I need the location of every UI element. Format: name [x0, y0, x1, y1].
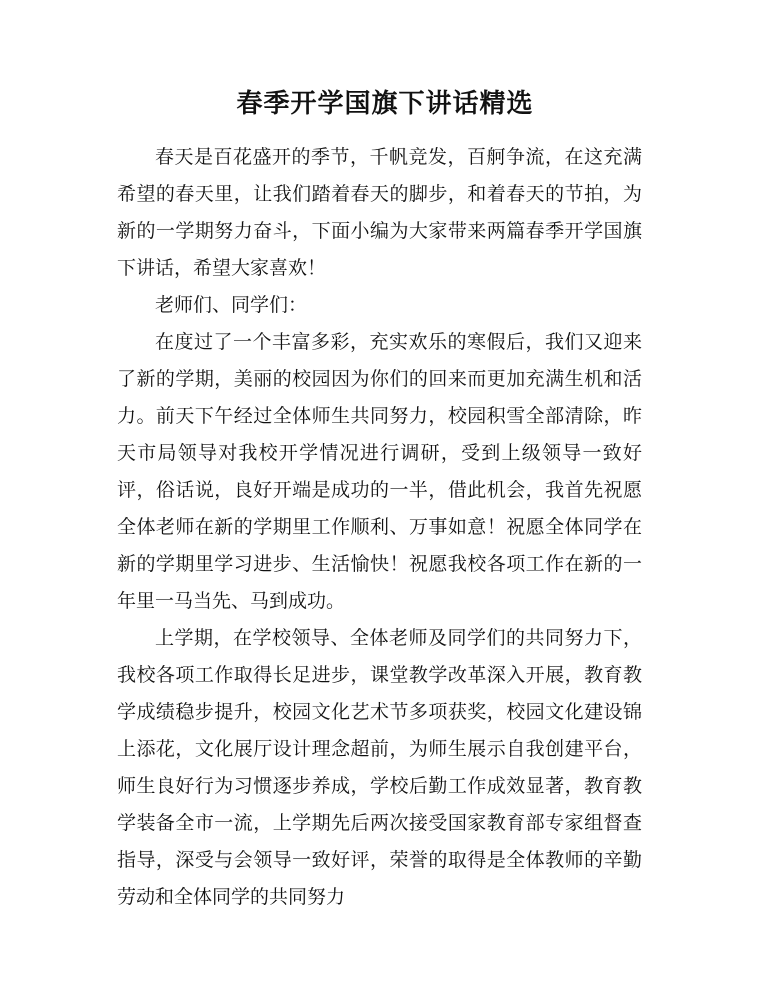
- document-body: [117, 139, 642, 916]
- paragraph-intro: 春天是百花盛开的季节，千帆竞发，百舸争流，在这充满希望的春天里，让我们踏着春天的脚步，和着春天的节拍，为新的一学期努力奋斗，下面小编为大家带来两篇春季开学国旗下讲话，希望大家喜欢！: [117, 146, 642, 279]
- paragraph-greeting: 老师们、同学们：: [155, 294, 308, 316]
- document-title: 春季开学国旗下讲话精选: [236, 89, 534, 119]
- paragraph-new-semester: 在度过了一个丰富多彩，充实欢乐的寒假后，我们又迎来了新的学期，美丽的校园因为你们的回来而更加充满生机和活力。前天下午经过全体师生共同努力，校园积雪全部清除，昨天市局领导对我校开学情况进行调研，受到上级领导一致好评，俗话说，良好开端是成功的一半，借此机会，我首先祝愿全体老师在新的学期里工作顺利、万事如意！祝愿全体同学在新的学期里学习进步、生活愉快！祝愿我校各项工作在新的一年里一马当先、马到成功。: [117, 331, 642, 612]
- paragraph-last-semester: 上学期，在学校领导、全体老师及同学们的共同努力下，我校各项工作取得长足进步，课堂教学改革深入开展，教育教学成绩稳步提升，校园文化艺术节多项获奖，校园文化建设锦上添花，文化展厅设计理念超前，为师生展示自我创建平台，师生良好行为习惯逐步养成，学校后勤工作成效显著，教育教学装备全市一流，上学期先后两次接受国家教育部专家组督查指导，深受与会领导一致好评，荣誉的取得是全体教师的辛勤劳动和全体同学的共同努力: [117, 627, 642, 908]
